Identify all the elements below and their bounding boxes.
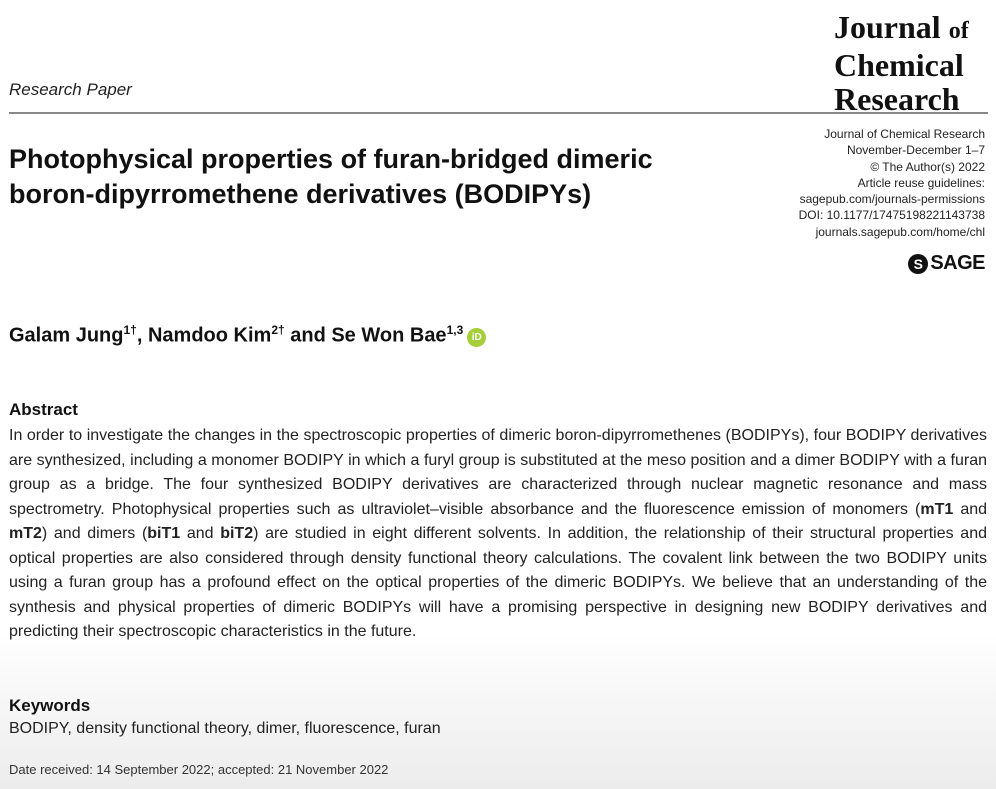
compound-label: mT2 xyxy=(9,525,42,542)
meta-reuse-label: Article reuse guidelines: xyxy=(857,175,985,190)
author-affiliation: 1,3 xyxy=(446,323,464,337)
header-divider xyxy=(9,112,988,114)
publication-meta xyxy=(705,126,985,240)
abstract-heading: Abstract xyxy=(9,400,78,419)
author-affiliation: 1† xyxy=(123,323,137,337)
author-name: Se Won Bae xyxy=(331,324,447,347)
dates-line: Date received: 14 September 2022; accepted: 21 November 2022 xyxy=(9,762,389,777)
sage-icon: S xyxy=(908,254,928,274)
journal-logo-line2: Chemical xyxy=(834,47,964,83)
journal-logo xyxy=(834,10,984,116)
paper-type: Research Paper xyxy=(9,80,132,99)
orcid-icon[interactable]: iD xyxy=(467,328,486,347)
journal-logo-of: of xyxy=(948,18,969,44)
author-list xyxy=(9,323,486,348)
author-name: Namdoo Kim xyxy=(147,324,272,347)
meta-copyright: © The Author(s) 2022 xyxy=(870,159,985,174)
publisher-logo xyxy=(908,252,985,275)
author-affiliation: 2† xyxy=(271,323,285,337)
author-name: Galam Jung xyxy=(9,324,124,347)
author-separator: and xyxy=(284,324,332,347)
keywords-heading: Keywords xyxy=(9,696,91,715)
abstract-text: In order to investigate the changes in the spectroscopic properties of dimeric boron-dipyrromethenes (BODIPYs), four BODIPY derivatives are synthesized, including a monomer BODIPY in which a furyl group is substituted at the meso position and a dimer BODIPY with a furan group as a bridge. The four synthesized BODIPY derivatives are characterized through nuclear magnetic resonance and mass spectrometry. Photophysical properties such as ultraviolet–visible absorbance and the fluorescence emission of monomers (mT1 and mT2) and dimers (biT1 and biT2) are studied in eight different solvents. In addition, the relationship of their structural properties and optical properties are also considered through density functional theory calculations. The covalent link between the two BODIPY units using a furan group has a profound effect on the optical properties of the dimeric BODIPYs. We believe that an understanding of the synthesis and physical properties of dimeric BODIPYs will have a promising perspective in designing new BODIPY derivatives and predicting their spectroscopic characteristics in the future. xyxy=(9,427,988,640)
meta-doi[interactable]: DOI: 10.1177/17475198221143738 xyxy=(798,208,985,223)
compound-label: biT2 xyxy=(220,525,254,542)
meta-journal-name: Journal of Chemical Research xyxy=(824,127,985,141)
meta-reuse-link[interactable]: sagepub.com/journals-permissions xyxy=(799,192,985,207)
meta-home-link[interactable]: journals.sagepub.com/home/chl xyxy=(815,224,985,239)
meta-issue: November-December 1–7 xyxy=(846,143,985,158)
journal-logo-line1: Journal xyxy=(834,9,941,45)
journal-logo-line3: Research xyxy=(834,81,960,117)
publisher-name: SAGE xyxy=(930,252,985,274)
paper-title: Photophysical properties of furan-bridged dimeric boron-dipyrromethene derivatives (BODIPYs) xyxy=(9,144,653,209)
compound-label: mT1 xyxy=(920,500,954,518)
keywords-text: BODIPY, density functional theory, dimer, fluorescence, furan xyxy=(9,720,441,737)
compound-label: biT1 xyxy=(147,525,181,542)
author-separator: , xyxy=(136,324,148,347)
